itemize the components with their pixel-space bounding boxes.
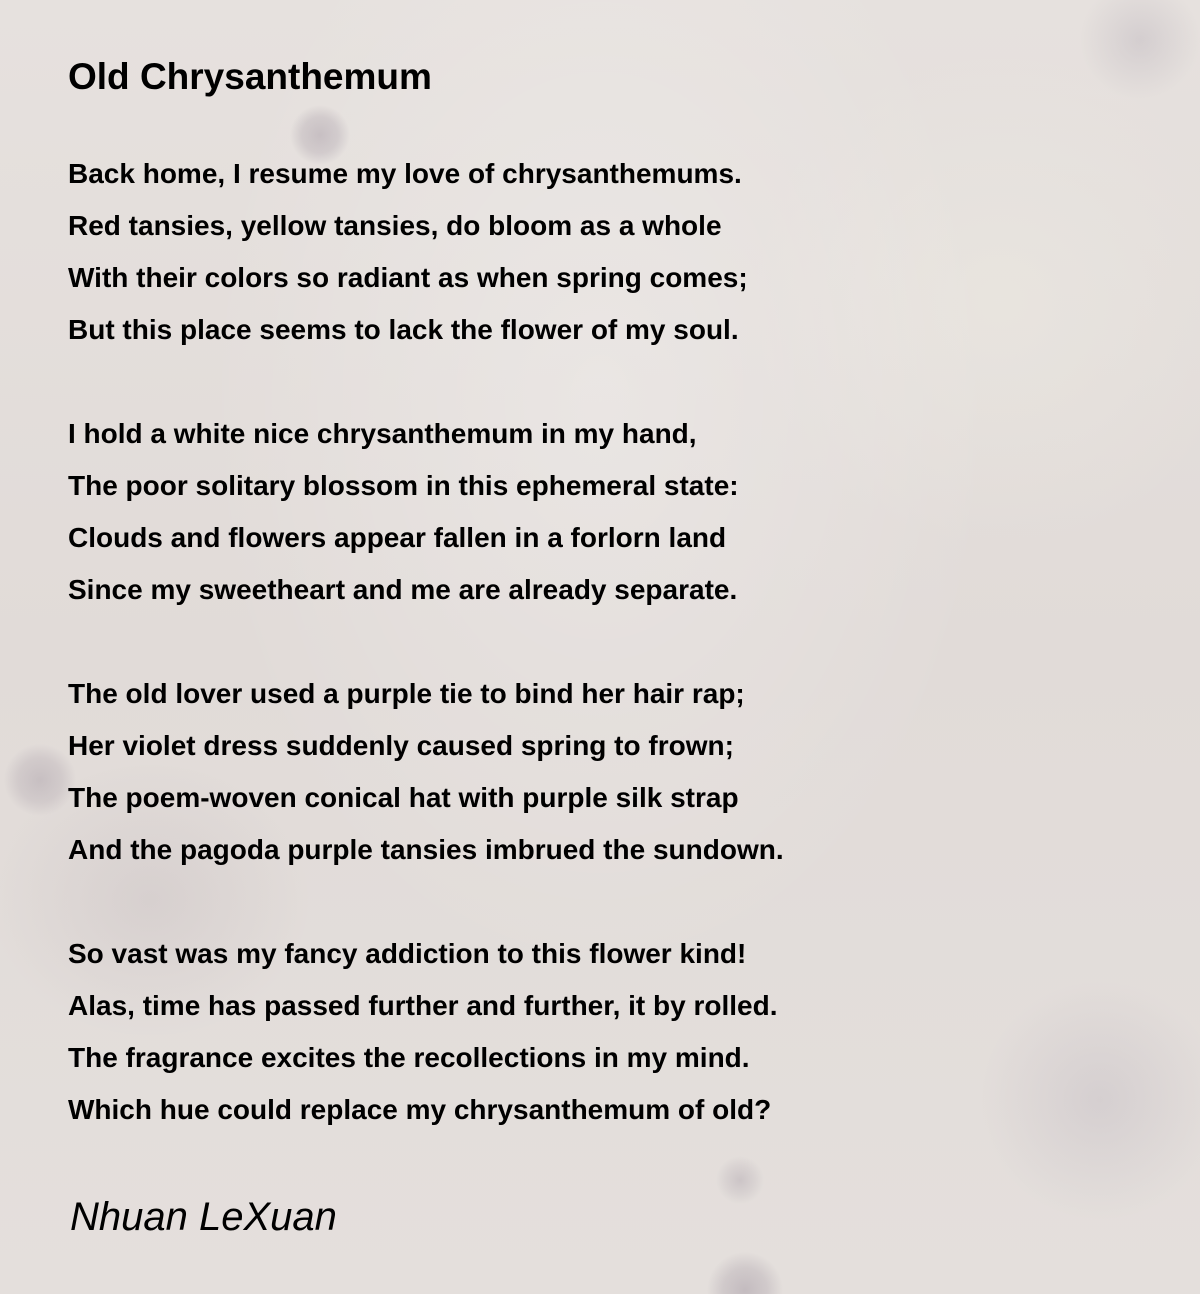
poem-line: Since my sweetheart and me are already separate. bbox=[68, 574, 738, 605]
poem-author: Nhuan LeXuan bbox=[70, 1195, 337, 1239]
poem-line: And the pagoda purple tansies imbrued the sundown. bbox=[68, 834, 784, 865]
poem-line: Clouds and flowers appear fallen in a forlorn land bbox=[68, 522, 727, 553]
stanza-2 bbox=[68, 408, 739, 616]
poem-line: Red tansies, yellow tansies, do bloom as a whole bbox=[68, 210, 722, 241]
poem-line: So vast was my fancy addiction to this flower kind! bbox=[68, 938, 747, 969]
poem-line: The old lover used a purple tie to bind her hair rap; bbox=[68, 678, 745, 709]
stanza-4 bbox=[68, 928, 778, 1136]
poem-line: I hold a white nice chrysanthemum in my hand, bbox=[68, 418, 697, 449]
poem-line: But this place seems to lack the flower of my soul. bbox=[68, 314, 739, 345]
stanza-1 bbox=[68, 148, 748, 356]
poem-line: The poem-woven conical hat with purple silk strap bbox=[68, 782, 739, 813]
stanza-3 bbox=[68, 668, 784, 876]
poem-title: Old Chrysanthemum bbox=[68, 56, 432, 97]
poem-line: Which hue could replace my chrysanthemum of old? bbox=[68, 1094, 772, 1125]
poem-line: The fragrance excites the recollections in my mind. bbox=[68, 1042, 750, 1073]
poem-line: With their colors so radiant as when spring comes; bbox=[68, 262, 748, 293]
poem-line: Alas, time has passed further and further, it by rolled. bbox=[68, 990, 778, 1021]
poem-line: Back home, I resume my love of chrysanthemums. bbox=[68, 158, 742, 189]
poem-line: The poor solitary blossom in this ephemeral state: bbox=[68, 470, 739, 501]
poem-line: Her violet dress suddenly caused spring to frown; bbox=[68, 730, 734, 761]
